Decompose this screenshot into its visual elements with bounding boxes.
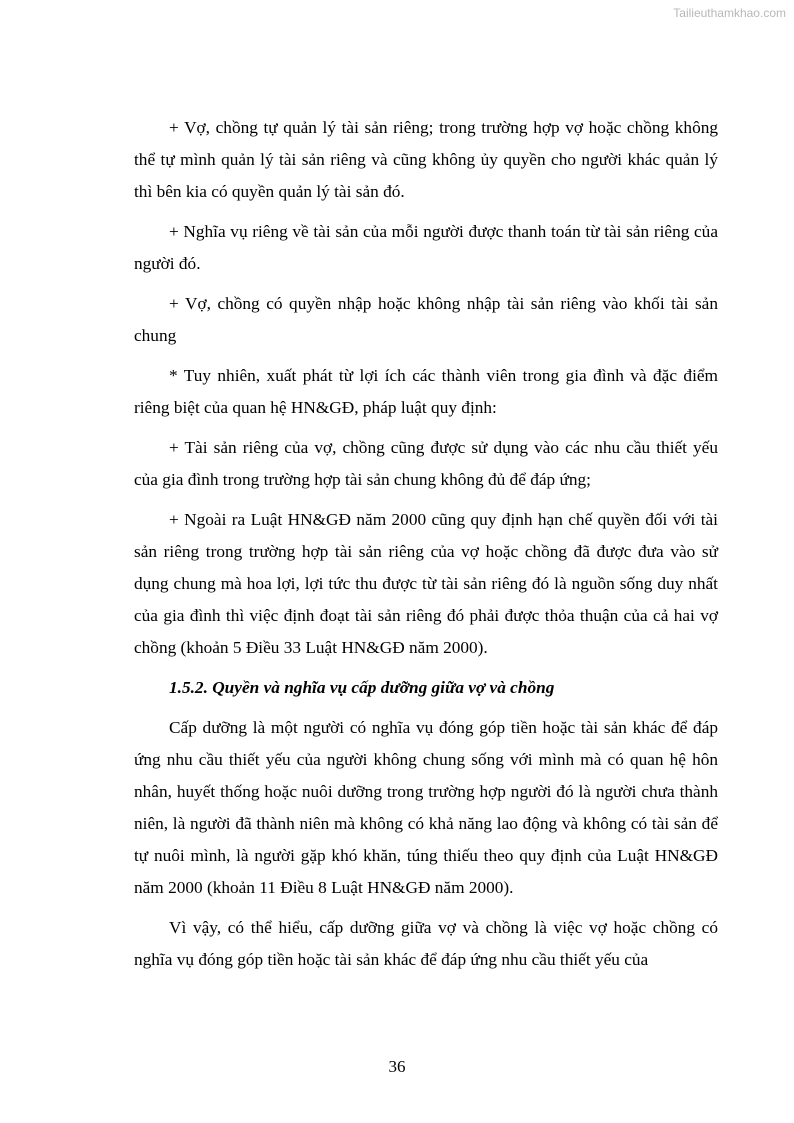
paragraph-merge-property: + Vợ, chồng có quyền nhập hoặc không nhập tài sản riêng vào khối tài sản chung (134, 294, 718, 345)
paragraph-however: * Tuy nhiên, xuất phát từ lợi ích các thành viên trong gia đình và đặc điểm riêng biệt của quan hệ HN&GĐ, pháp luật quy định: (134, 366, 718, 417)
paragraph-restriction: + Ngoài ra Luật HN&GĐ năm 2000 cũng quy định hạn chế quyền đối với tài sản riêng trong trường hợp tài sản riêng của vợ hoặc chồng đã được đưa vào sử dụng chung mà hoa lợi, lợi tức thu được từ tài sản riêng đó là nguồn sống duy nhất của gia đình thì việc định đoạt tài sản riêng đó phải được thỏa thuận của cả hai vợ chồng (khoản 5 Điều 33 Luật HN&GĐ năm 2000). (134, 510, 718, 657)
paragraph-alimony-definition: Cấp dưỡng là một người có nghĩa vụ đóng góp tiền hoặc tài sản khác để đáp ứng nhu cầu thiết yếu của người không chung sống với mình mà có quan hệ hôn nhân, huyết thống hoặc nuôi dưỡng trong trường hợp người đó là người chưa thành niên, là người đã thành niên mà không có khả năng lao động và không có tài sản để tự nuôi mình, là người gặp khó khăn, túng thiếu theo quy định của Luật HN&GĐ năm 2000 (khoản 11 Điều 8 Luật HN&GĐ năm 2000). (134, 718, 718, 897)
watermark: Tailieuthamkhao.com (673, 6, 786, 20)
page-number: 36 (388, 1057, 406, 1076)
paragraph-self-management: + Vợ, chồng tự quản lý tài sản riêng; trong trường hợp vợ hoặc chồng không thể tự mình quản lý tài sản riêng và cũng không ủy quyền cho người khác quản lý thì bên kia có quyền quản lý tài sản đó. (134, 118, 718, 201)
document-body (134, 112, 718, 984)
paragraph-private-obligation: + Nghĩa vụ riêng về tài sản của mỗi người được thanh toán từ tài sản riêng của người đó. (134, 222, 718, 273)
paragraph-family-needs: + Tài sản riêng của vợ, chồng cũng được sử dụng vào các nhu cầu thiết yếu của gia đình trong trường hợp tài sản chung không đủ để đáp ứng; (134, 438, 718, 489)
section-heading: 1.5.2. Quyền và nghĩa vụ cấp dưỡng giữa vợ và chồng (169, 678, 555, 697)
paragraph-alimony-spouses: Vì vậy, có thể hiểu, cấp dưỡng giữa vợ và chồng là việc vợ hoặc chồng có nghĩa vụ đóng góp tiền hoặc tài sản khác để đáp ứng nhu cầu thiết yếu của (134, 918, 718, 969)
